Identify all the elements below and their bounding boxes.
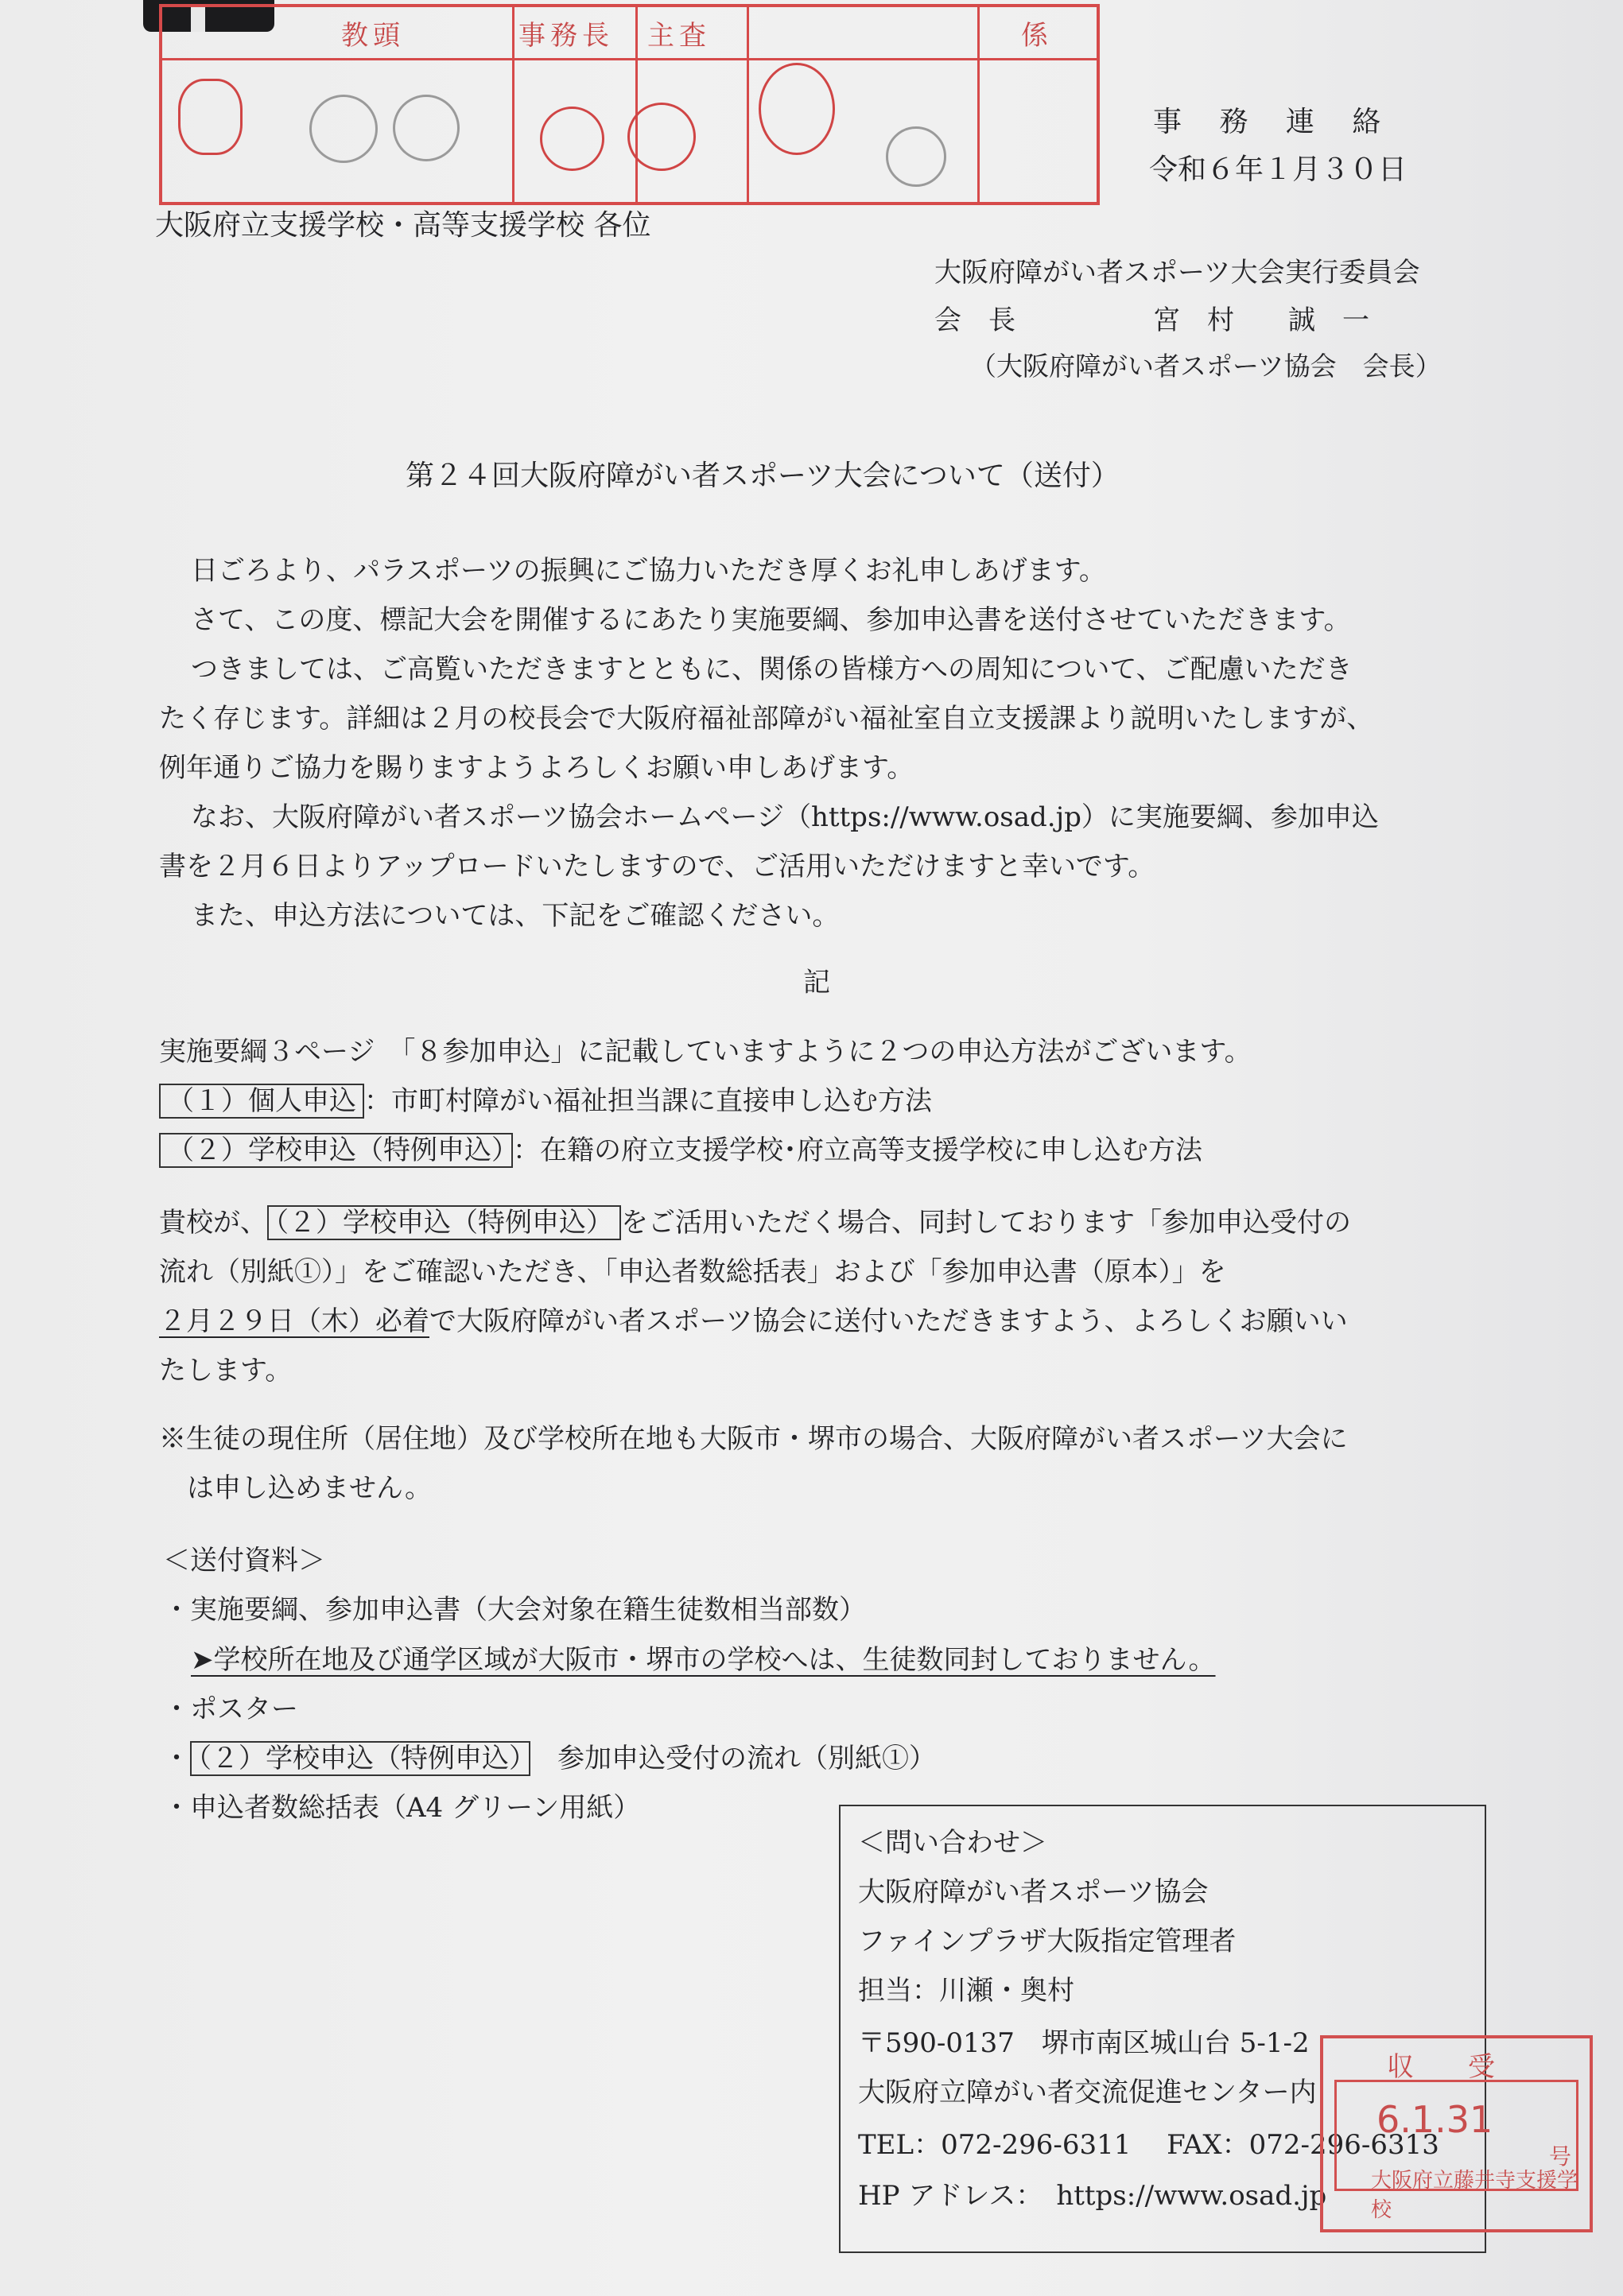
material-item-4: ・申込者数総括表（A4 グリーン用紙）	[163, 1792, 641, 1824]
request-line-2: 流れ（別紙①）」をご確認いただき、「申込者数総括表」および「参加申込書（原本）」を	[159, 1256, 1226, 1288]
method-1-label: （１）個人申込	[159, 1084, 364, 1119]
ki-mark: 記	[803, 967, 830, 999]
body-p4a: なお、大阪府障がい者スポーツ協会ホームページ（https://www.osad.jp）に実施要綱、参加申込	[191, 801, 1379, 833]
stamp-header-line	[162, 58, 1097, 60]
contact-staff: 担当：川瀬・奥村	[858, 1975, 1074, 2007]
request-post: をご活用いただく場合、同封しております「参加申込受付の	[621, 1207, 1351, 1239]
received-stamp-head: 収 受	[1387, 2051, 1495, 2083]
contact-hp: HP アドレス： https://www.osad.jp	[858, 2180, 1327, 2212]
received-stamp	[1320, 2035, 1593, 2232]
request-method-box: （２）学校申込（特例申込）	[267, 1205, 621, 1240]
material-bullet: ・	[163, 1743, 190, 1774]
body-p2: さて、この度、標記大会を開催するにあたり実施要綱、参加申込書を送付させていただきます。	[191, 604, 1351, 636]
stamp-divider	[977, 7, 980, 202]
contact-org: 大阪府障がい者スポーツ協会	[858, 1876, 1209, 1908]
note-line-1: ※生徒の現住所（居住地）及び学校所在地も大阪市・堺市の場合、大阪府障がい者スポーツ大会に	[159, 1423, 1348, 1455]
hanko-seal	[627, 103, 696, 171]
method-2	[159, 1128, 1202, 1167]
material-item-2: ・ポスター	[163, 1693, 298, 1725]
addressee: 大阪府立支援学校・高等支援学校 各位	[155, 209, 651, 242]
sender-org: 大阪府障がい者スポーツ大会実行委員会	[934, 257, 1420, 289]
sender-note: （大阪府障がい者スポーツ協会 会長）	[970, 351, 1442, 382]
hanko-seal	[178, 79, 243, 155]
hanko-seal	[540, 107, 604, 171]
sender-name: 宮 村 誠 一	[1153, 304, 1369, 336]
note-line-2: は申し込めません。	[187, 1472, 433, 1504]
stamp-header-jimucho: 事務長	[518, 20, 614, 52]
contact-address-1: 〒590-0137 堺市南区城山台 5-1-2	[858, 2027, 1310, 2059]
method-1-text: ：市町村障がい福祉担当課に直接申し込む方法	[364, 1085, 932, 1117]
materials-heading: ＜送付資料＞	[163, 1545, 325, 1577]
stamp-divider	[512, 7, 514, 202]
sender-title: 会 長	[934, 304, 1015, 336]
received-stamp-side: 号	[1548, 2143, 1571, 2170]
hanko-seal	[393, 95, 460, 161]
material-item-1: ・実施要綱、参加申込書（大会対象在籍生徒数相当部数）	[163, 1594, 866, 1626]
request-line-4: たします。	[159, 1355, 293, 1387]
stamp-header-shusa: 主査	[647, 20, 711, 52]
method-2-text: ：在籍の府立支援学校･府立高等支援学校に申し込む方法	[513, 1134, 1202, 1166]
material-item-3	[163, 1736, 936, 1775]
contact-address-2: 大阪府立障がい者交流促進センター内	[858, 2077, 1317, 2108]
hanko-seal	[309, 95, 378, 163]
method-2-label: （２）学校申込（特例申込）	[159, 1133, 513, 1168]
contact-tel-fax: TEL：072-296-6311 FAX：072-296-6313	[858, 2129, 1439, 2161]
stamp-divider	[635, 7, 638, 202]
contact-heading: ＜問い合わせ＞	[858, 1827, 1047, 1859]
stamp-divider	[747, 7, 749, 202]
request-line-1	[159, 1200, 1351, 1239]
stamp-header-kakari: 係	[1021, 20, 1053, 52]
body-p3a: つきましては、ご高覧いただきますとともに、関係の皆様方への周知について、ご配慮いただき	[191, 654, 1353, 685]
doc-date: 令和６年１月３０日	[1149, 153, 1408, 186]
hanko-seal	[759, 63, 835, 155]
material-item-3-box: （２）学校申込（特例申込）	[190, 1741, 530, 1776]
body-p4b: 書を２月６日よりアップロードいたしますので、ご活用いただけますと幸いです。	[159, 851, 1155, 882]
methods-intro: 実施要綱３ページ 「８参加申込」に記載していますように２つの申込方法がございます。	[159, 1036, 1252, 1068]
doc-kind: 事 務 連 絡	[1153, 106, 1396, 138]
received-stamp-school: 大阪府立藤井寺支援学校	[1371, 2169, 1578, 2222]
contact-role: ファインプラザ大阪指定管理者	[858, 1926, 1237, 1957]
body-p3c: 例年通りご協力を賜りますようよろしくお願い申しあげます。	[159, 752, 914, 784]
request-pre: 貴校が、	[159, 1207, 267, 1239]
hanko-seal	[886, 126, 946, 187]
request-line-3-text: で大阪府障がい者スポーツ協会に送付いただきますよう、よろしくお願いい	[429, 1305, 1348, 1337]
received-stamp-date: 6.1.31	[1376, 2098, 1493, 2141]
body-p3b: たく存じます。詳細は２月の校長会で大阪府福祉部障がい福祉室自立支援課より説明いたしますが、	[159, 703, 1374, 735]
doc-title: 第２４回大阪府障がい者スポーツ大会について（送付）	[406, 460, 1120, 492]
request-line-3	[159, 1299, 1348, 1338]
method-1	[159, 1079, 932, 1118]
material-item-1-sub: ➤学校所在地及び通学区域が大阪市・堺市の学校へは、生徒数同封しておりません。	[191, 1644, 1216, 1676]
material-item-3-text: 参加申込受付の流れ（別紙①）	[557, 1743, 936, 1774]
body-p1: 日ごろより、パラスポーツの振興にご協力いただき厚くお礼申しあげます。	[191, 555, 1106, 587]
stamp-header-kyoto: 教頭	[341, 20, 405, 52]
approval-stamp-box	[159, 4, 1100, 205]
deadline: ２月２９日（木）必着	[159, 1305, 429, 1337]
body-p5: また、申込方法については、下記をご確認ください。	[191, 900, 840, 932]
